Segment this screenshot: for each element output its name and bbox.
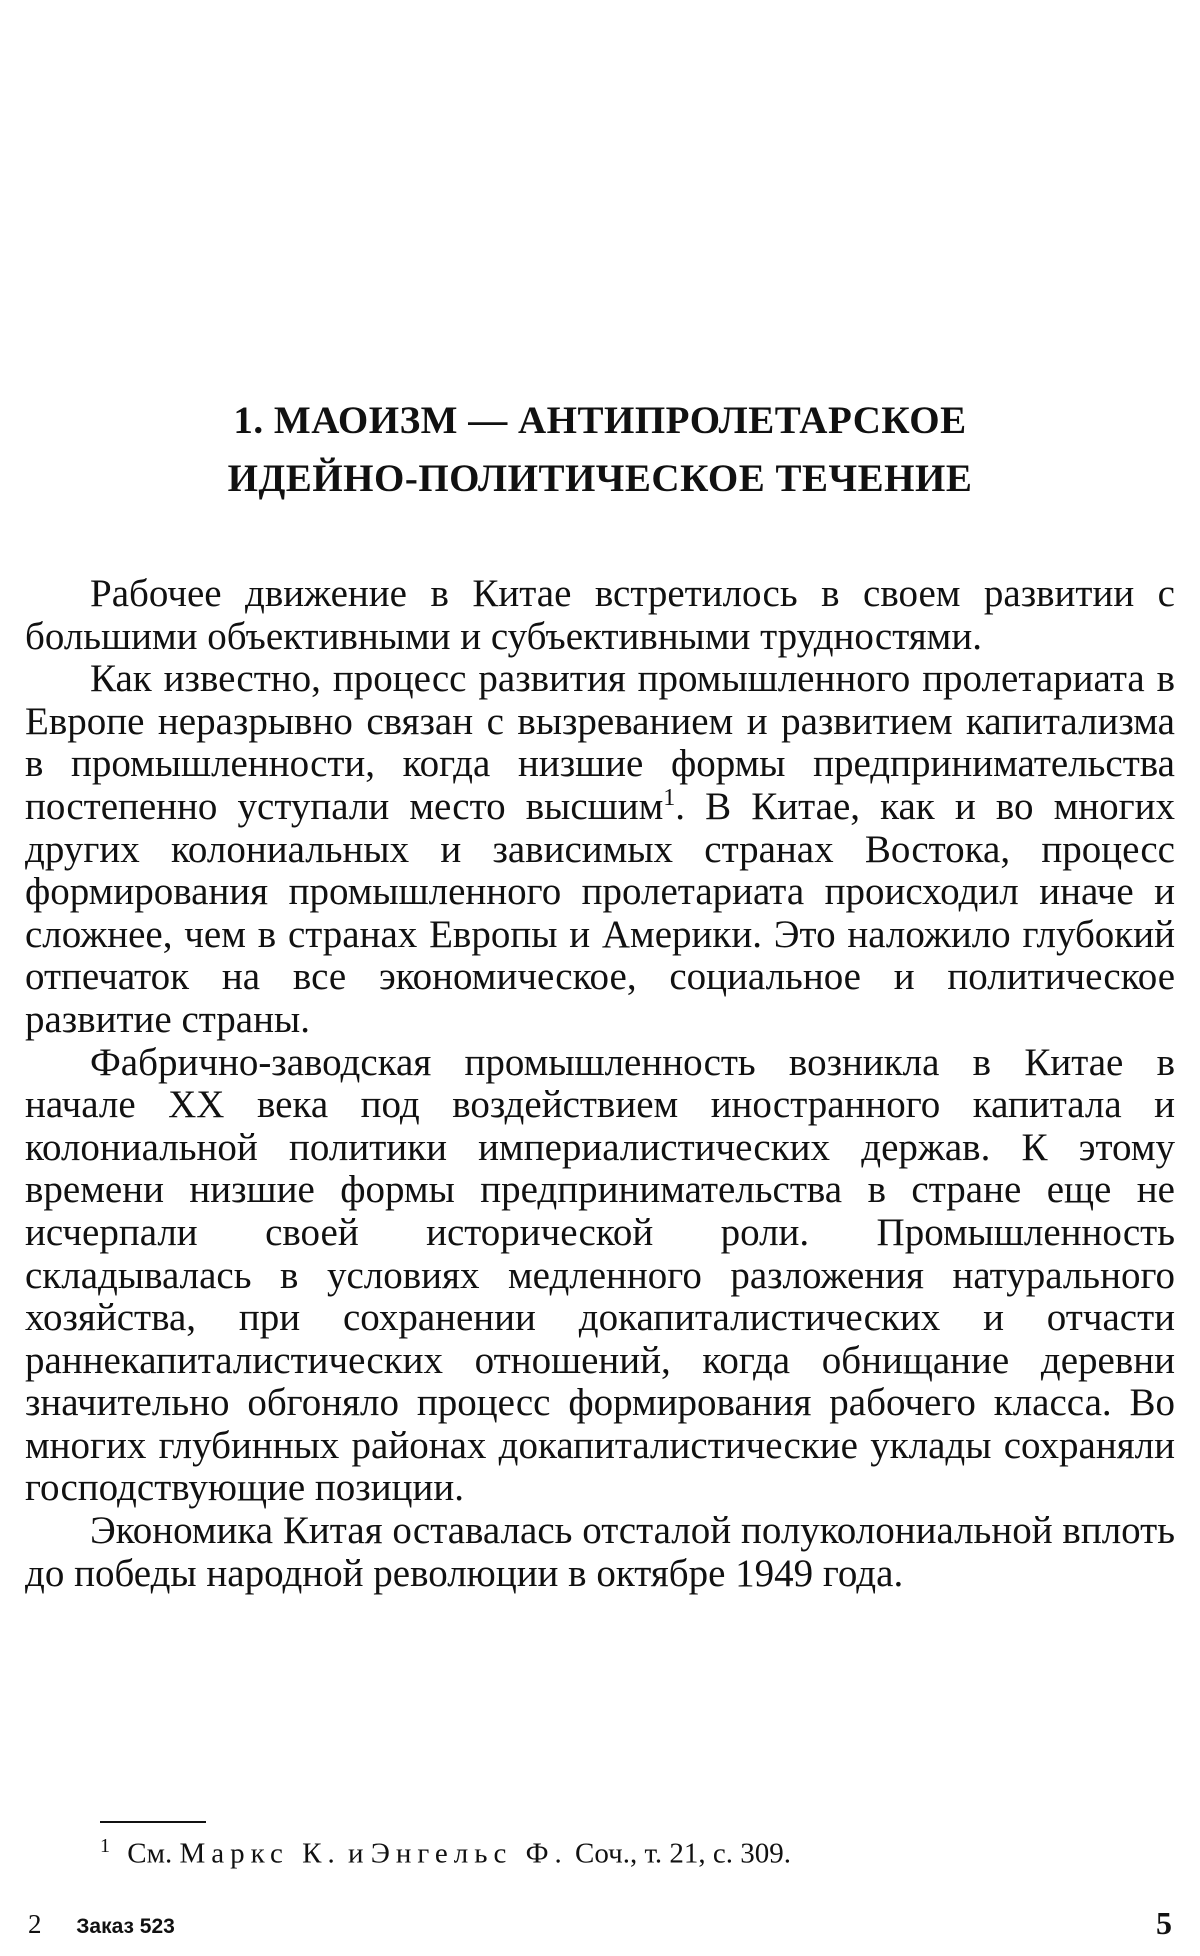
footnote-citation: Соч., т. 21, с. 309. [575, 1837, 792, 1870]
footnote-separator [100, 1821, 206, 1823]
sheet-number: 2 [28, 1909, 42, 1939]
paragraph-2-part-2: . В Китае, как и во многих других колониальных и зависимых странах Востока, процесс формирования промышленного пролетариата происходил иначе и сложнее, чем в странах Европы и Америки. Это наложило глубокий отпечаток на все экономическое, социальное и политическое развитие страны. [25, 784, 1175, 1041]
paragraph-2-part-1: Как известно, процесс развития промышленного пролетариата в Европе неразрывно связан с вызреванием и развитием капитализма в промышленности, когда низшие формы предпринимательства постепенно уступали место высшим [25, 657, 1175, 828]
paragraph-4: Экономика Китая оставалась отсталой полуколониальной вплоть до победы народной революции в октябре 1949 года. [25, 1509, 1175, 1595]
page-number: 5 [1156, 1905, 1172, 1941]
footnote-reference: 1 [663, 784, 676, 811]
footnote [100, 1828, 791, 1872]
paragraph-3: Фабрично-заводская промышленность возникла в Китае в начале XX века под воздействием иностранного капитала и колониальной политики империалистических держав. К этому времени низшие формы предпринимательства в стране еще не исчерпали своей исторической роли. Промышленность складывалась в условиях медленного разложения натурального хозяйства, при сохранении докапиталистических и отчасти раннекапиталистических отношений, когда обнищание деревни значительно обгоняло процесс формирования рабочего класса. Во многих глубинных районах докапиталистические уклады сохраняли господствующие позиции. [25, 1040, 1175, 1510]
footnote-author-2: Энгельс Ф. [370, 1837, 568, 1870]
paragraph-1: Рабочее движение в Китае встретилось в своем развитии с большими объективными и субъективными трудностями. [25, 572, 1175, 658]
footnote-and: и [347, 1837, 364, 1870]
footnote-mark: 1 [100, 1835, 110, 1857]
chapter-heading-line-2: ИДЕЙНО-ПОЛИТИЧЕСКОЕ ТЕЧЕНИЕ [227, 457, 973, 500]
printer-signature [28, 1908, 175, 1943]
body-text [25, 573, 1175, 1595]
paragraph-2 [25, 658, 1175, 1041]
chapter-heading-line-1: 1. МАОИЗМ — АНТИПРОЛЕТАРСКОЕ [233, 399, 967, 442]
footnote-prefix: См. [127, 1837, 173, 1870]
print-order: Заказ 523 [76, 1915, 175, 1938]
footnote-author-1: Маркс К. [179, 1837, 341, 1870]
chapter-heading [90, 392, 1110, 508]
